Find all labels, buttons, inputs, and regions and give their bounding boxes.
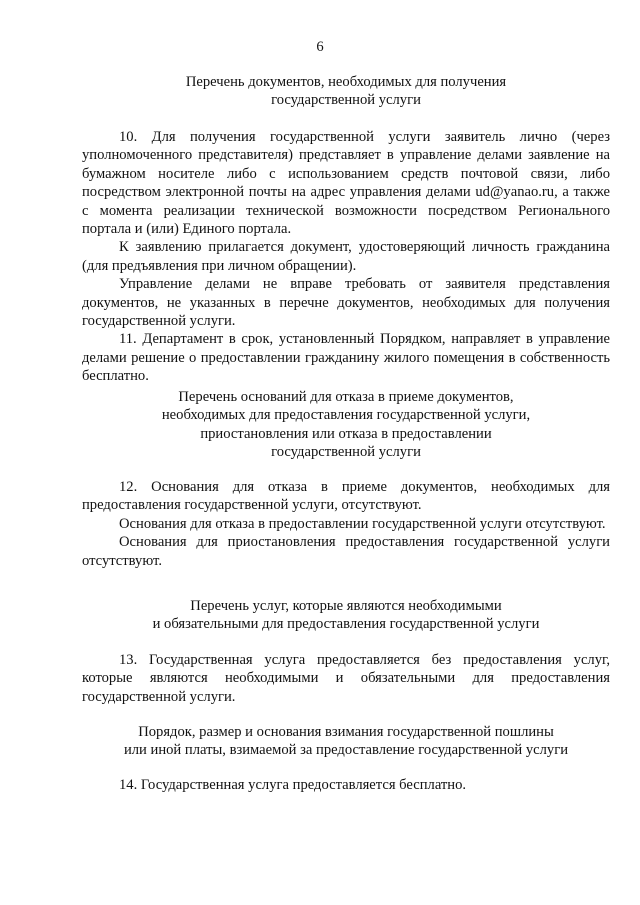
section-required-services xyxy=(82,651,610,706)
paragraph-13: 13. Государственная услуга предоставляется без предоставления услуг, которые являются необходимыми и обязательными для предоставления государственной услуги. xyxy=(82,652,610,705)
section-refusal xyxy=(82,478,610,570)
section-fee xyxy=(82,776,610,794)
paragraph-no-suspension: Основания для приостановления предоставления государственной услуги отсутствуют. xyxy=(82,534,610,569)
paragraph-12: 12. Основания для отказа в приеме документов, необходимых для предоставления государственной услуги, отсутствуют. xyxy=(82,479,610,514)
heading-line: Порядок, размер и основания взимания государственной пошлины xyxy=(138,724,554,740)
paragraph-attachment: К заявлению прилагается документ, удостоверяющий личность гражданина (для предъявления при личном обращении). xyxy=(82,239,610,274)
heading-line: государственной услуги xyxy=(271,92,421,109)
heading-line: необходимых для предоставления государственной услуги, xyxy=(161,407,531,424)
heading-line: Перечень документов, необходимых для получения xyxy=(185,74,507,90)
paragraph-10: 10. Для получения государственной услуги заявитель лично (через уполномоченного представителя) представляет в управление делами заявление на бумажном носителе либо с использованием средств почтовой связи, либо посредством электронной почты на адрес управления делами ud@yanao.ru, а также с момента реализации технической возможности посредством Регионального портала и (или) Единого портала. xyxy=(82,129,610,238)
heading-line: и обязательными для предоставления государственной услуги xyxy=(152,616,540,633)
heading-fee xyxy=(82,723,610,760)
heading-line: или иной платы, взимаемой за предоставление государственной услуги xyxy=(123,742,569,759)
heading-line: Перечень оснований для отказа в приеме документов, xyxy=(178,389,514,405)
heading-documents-list xyxy=(82,73,610,110)
paragraph-14: 14. Государственная услуга предоставляется бесплатно. xyxy=(119,777,467,793)
heading-required-services xyxy=(82,597,610,634)
heading-line: приостановления или отказа в предоставлении xyxy=(200,425,492,442)
paragraph-no-extra-docs: Управление делами не вправе требовать от заявителя представления документов, не указанных в перечне документов, необходимых для получения государственной услуги. xyxy=(82,276,610,330)
heading-line: государственной услуги xyxy=(271,444,421,461)
page-number: 6 xyxy=(316,39,324,55)
paragraph-11: 11. Департамент в срок, установленный Порядком, направляет в управление делами решение о предоставлении гражданину жилого помещения в собственность бесплатно. xyxy=(82,331,610,385)
heading-line: Перечень услуг, которые являются необходимыми xyxy=(190,598,502,614)
paragraph-no-refusal: Основания для отказа в предоставлении государственной услуги отсутствуют. xyxy=(119,515,606,532)
section-documents xyxy=(82,128,610,386)
heading-refusal-grounds xyxy=(82,388,610,462)
